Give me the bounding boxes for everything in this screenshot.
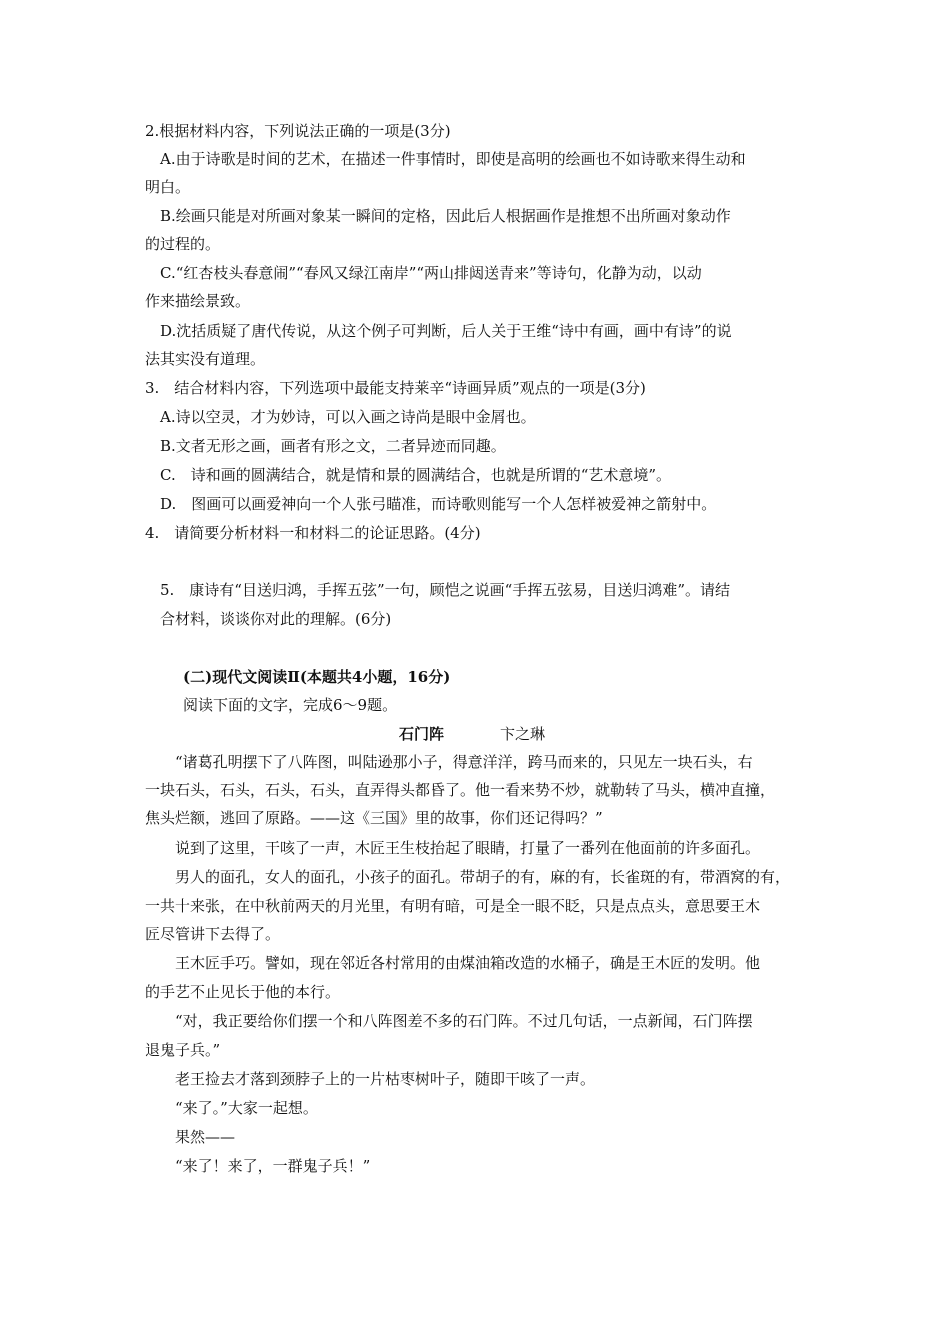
story-paragraph-1: “诸葛孔明摆下了八阵图，叫陆逊那小子，得意洋洋，跨马而来的，只见左一块石头，右 bbox=[175, 753, 753, 771]
story-paragraph-7: “来了。”大家一起想。 bbox=[175, 1099, 318, 1117]
q2-option-c-cont: 作来描绘景致。 bbox=[145, 292, 251, 310]
story-paragraph-2: 说到了这里，干咳了一声，木匠王生枝抬起了眼睛，打量了一番列在他面前的许多面孔。 bbox=[175, 839, 761, 857]
story-paragraph-4: 王木匠手巧。譬如，现在邻近各村常用的由煤油箱改造的水桶子，确是王木匠的发明。他 bbox=[175, 954, 761, 972]
q2-option-b-cont: 的过程的。 bbox=[145, 235, 221, 253]
q5-stem: 5. 康诗有“目送归鸿，手挥五弦”一句，顾恺之说画“手挥五弦易，目送归鸿难”。请结 bbox=[160, 581, 730, 599]
section-heading: (二)现代文阅读Ⅱ(本题共4小题，16分) bbox=[183, 668, 451, 686]
q3-option-a: A.诗以空灵，才为妙诗，可以入画之诗尚是眼中金屑也。 bbox=[160, 408, 536, 426]
q3-option-b: B.文者无形之画，画者有形之文，二者异迹而同趣。 bbox=[160, 437, 506, 455]
q5-stem-cont: 合材料，谈谈你对此的理解。(6分) bbox=[160, 610, 392, 628]
q3-option-c: C. 诗和画的圆满结合，就是情和景的圆满结合，也就是所谓的“艺术意境”。 bbox=[160, 466, 672, 484]
story-title: 石门阵 bbox=[399, 725, 445, 743]
story-paragraph-5: “对，我正要给你们摆一个和八阵图差不多的石门阵。不过几句话，一点新闻，石门阵摆 bbox=[175, 1012, 753, 1030]
q2-option-b: B.绘画只能是对所画对象某一瞬间的定格，因此后人根据画作是推想不出所画对象动作 bbox=[160, 207, 731, 225]
q2-stem: 2.根据材料内容，下列说法正确的一项是(3分) bbox=[145, 122, 451, 140]
q3-option-d: D. 图画可以画爱神向一个人张弓瞄准，而诗歌则能写一个人怎样被爱神之箭射中。 bbox=[160, 495, 717, 513]
story-paragraph-3: 男人的面孔，女人的面孔，小孩子的面孔。带胡子的有，麻的有，长雀斑的有，带酒窝的有， bbox=[175, 868, 791, 886]
q3-stem: 3. 结合材料内容，下列选项中最能支持莱辛“诗画异质”观点的一项是(3分) bbox=[145, 379, 646, 397]
q2-option-d: D.沈括质疑了唐代传说，从这个例子可判断，后人关于王维“诗中有画，画中有诗”的说 bbox=[160, 322, 732, 340]
story-paragraph-8: 果然—— bbox=[175, 1128, 236, 1146]
story-author: 卞之琳 bbox=[500, 725, 546, 743]
q4-stem: 4. 请简要分析材料一和材料二的论证思路。(4分) bbox=[145, 524, 481, 542]
q2-option-c: C.“红杏枝头春意闹”“春风又绿江南岸”“两山排闼送青来”等诗句，化静为动，以动 bbox=[160, 264, 702, 282]
q2-option-a-cont: 明白。 bbox=[145, 178, 191, 196]
story-paragraph-4-cont: 的手艺不止见长于他的本行。 bbox=[145, 983, 341, 1001]
q2-option-a: A.由于诗歌是时间的艺术，在描述一件事情时，即使是高明的绘画也不如诗歌来得生动和 bbox=[160, 150, 746, 168]
story-paragraph-1-end: 焦头烂额，逃回了原路。——这《三国》里的故事，你们还记得吗？” bbox=[145, 809, 603, 827]
story-paragraph-3-end: 匠尽管讲下去得了。 bbox=[145, 925, 281, 943]
story-paragraph-1-cont: 一块石头，石头，石头，石头，直弄得头都昏了。他一看来势不炒，就勒转了马头，横冲直撞， bbox=[145, 781, 776, 799]
section-instruction: 阅读下面的文字，完成6～9题。 bbox=[183, 696, 398, 714]
story-paragraph-5-cont: 退鬼子兵。” bbox=[145, 1041, 221, 1059]
story-paragraph-6: 老王捡去才落到颈脖子上的一片枯枣树叶子，随即干咳了一声。 bbox=[175, 1070, 596, 1088]
story-paragraph-3-cont: 一共十来张，在中秋前两天的月光里，有明有暗，可是全一眼不眨，只是点点头，意思要王木 bbox=[145, 897, 761, 915]
story-paragraph-9: “来了！来了，一群鬼子兵！” bbox=[175, 1157, 371, 1175]
q2-option-d-cont: 法其实没有道理。 bbox=[145, 350, 266, 368]
